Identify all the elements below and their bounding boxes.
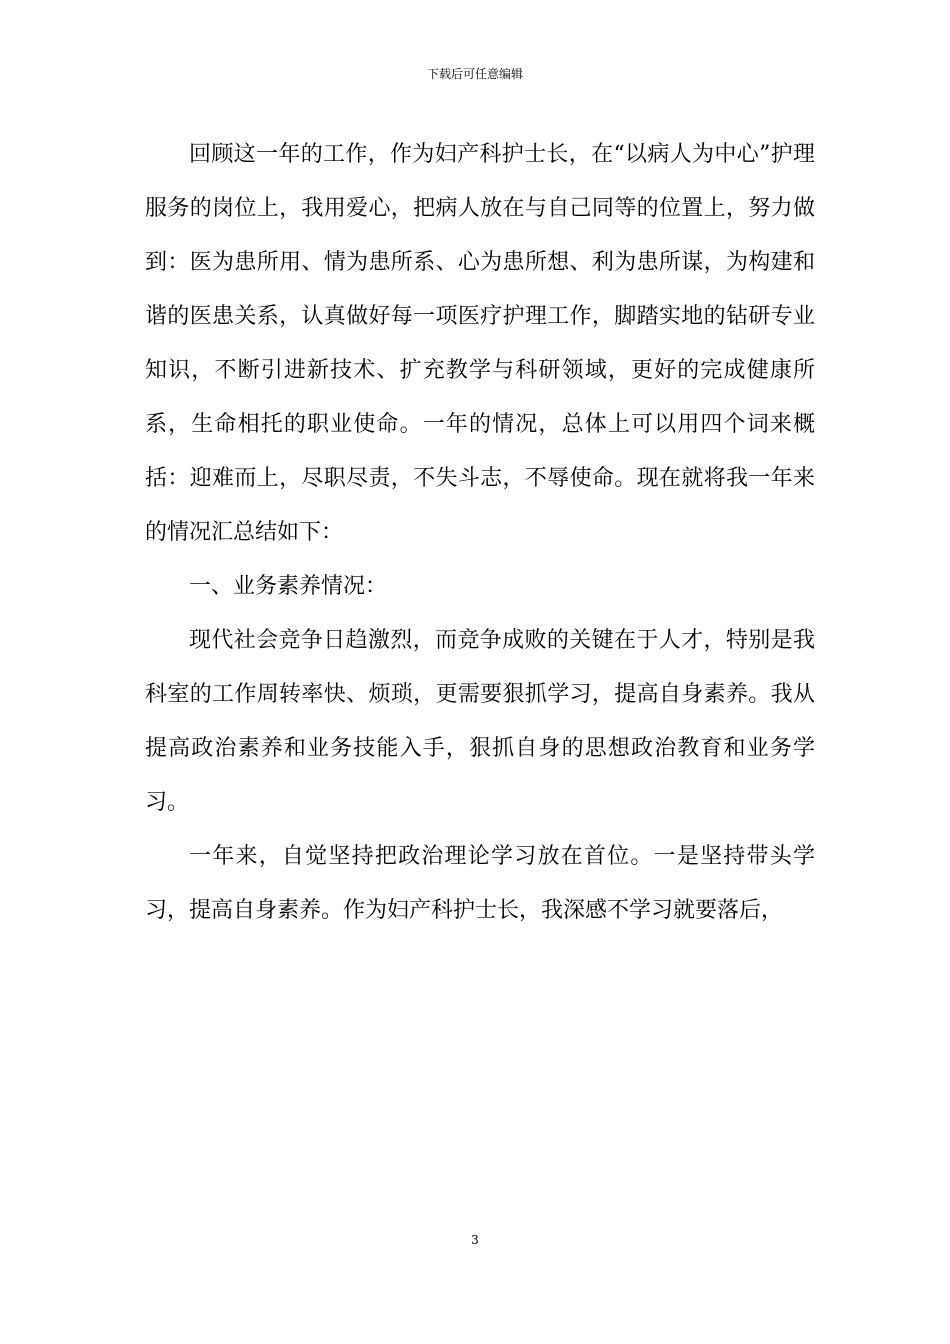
paragraph-review: 回顾这一年的工作，作为妇产科护士长，在“以病人为中心”护理服务的岗位上，我用爱心，把病人放在与自己同等的位置上，努力做到：医为患所用、情为患所系、心为患所想、利为患所谋，为构建和谐的医患关系，认真做好每一项医疗护理工作，脚踏实地的钻研专业知识，不断引进新技术、扩充教学与科研领域，更好的完成健康所系，生命相托的职业使命。一年的情况，总体上可以用四个词来概括：迎难而上，尽职尽责，不失斗志，不辱使命。现在就将我一年来的情况汇总结如下：: [145, 142, 815, 545]
document-body: [145, 128, 815, 938]
paragraph-political-study: 一年来，自觉坚持把政治理论学习放在首位。一是坚持带头学习，提高自身素养。作为妇产科护士长，我深感不学习就要落后，: [145, 844, 815, 923]
page-number: 3: [471, 1233, 479, 1247]
paragraph-section-heading: 一、业务素养情况：: [189, 574, 388, 599]
paragraph-competition: 现代社会竞争日趋激烈，而竞争成败的关键在于人才，特别是我科室的工作周转率快、烦琐，更需要狠抓学习，提高自身素养。我从提高政治素养和业务技能入手，狠抓自身的思想政治教育和业务学习。: [145, 628, 815, 815]
page-header-note: 下载后可任意编辑: [426, 67, 523, 81]
